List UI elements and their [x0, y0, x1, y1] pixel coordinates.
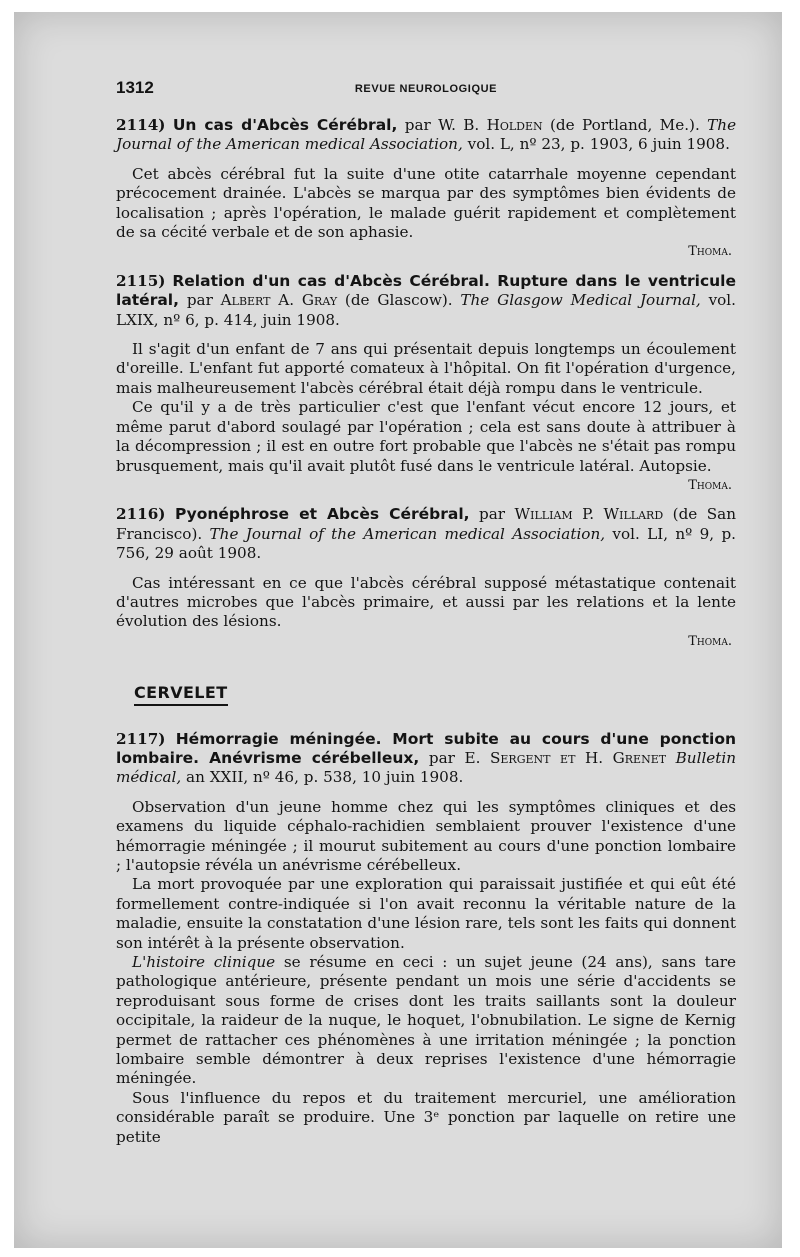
entry-title: Pyonéphrose et Abcès Cérébral,: [174, 505, 470, 524]
entry-number: 2117): [116, 729, 166, 748]
running-head: [116, 78, 736, 106]
entry-authors: W. B. Holden: [438, 116, 543, 134]
entry-heading: [116, 505, 736, 563]
entry-heading: [116, 116, 736, 155]
document-page: [116, 78, 736, 1157]
page-number: 1312: [116, 78, 154, 97]
entry-affiliation: (de Glascow).: [344, 291, 453, 310]
entry-affiliation: (de San Francisco).: [116, 505, 736, 543]
entry-par: par: [404, 116, 431, 134]
journal-title: REVUE NEUROLOGIQUE: [354, 83, 498, 95]
entry-paragraph: Cas intéressant en ce que l'abcès cérébral supposé métastatique contenait d'autres microbes que l'abcès primaire, et aussi par les relations et la lente évolution des lésions.: [116, 573, 736, 631]
clinical-history-lead: L'histoire clinique: [132, 953, 276, 972]
entry-paragraph: Il s'agit d'un enfant de 7 ans qui présentait depuis longtemps un écoulement d'oreille. L'enfant fut apporté comateux à l'hôpital. On fit l'opération d'urgence, mais malheureusement l'abcès cérébral était déjà rompu dans le ventricule.: [116, 340, 736, 397]
entry-citation: an XXII, nº 46, p. 538, 10 juin 1908.: [186, 768, 464, 787]
entry-authors: Albert A. Gray: [220, 291, 338, 310]
entry-title: Un cas d'Abcès Cérébral,: [172, 116, 398, 134]
entry-paragraph: Cet abcès cérébral fut la suite d'une otite catarrhale moyenne cependant précocement drainée. L'abcès se marqua par des symptômes bien évidents de localisation ; après l'opération, le malade guérit rapidement et complètement de sa cécité verbale et de son aphasie.: [116, 164, 736, 242]
abstract-entry: [116, 272, 736, 495]
entry-citation: vol. LXIX, nº 6, p. 414, juin 1908.: [116, 291, 736, 329]
entry-citation: vol. L, nº 23, p. 1903, 6 juin 1908.: [467, 135, 730, 154]
entry-paragraph: La mort provoquée par une exploration qui paraissait justifiée et qui eût été formellement contre-indiquée si l'on avait reconnu la véritable nature de la maladie, ensuite la constatation d'une lésion rare, tels sont les faits qui donnent son intérêt à la présente observation.: [116, 875, 736, 952]
entry-paragraph: Observation d'un jeune homme chez qui les symptômes cliniques et des examens du liquide céphalo-rachidien semblaient prouver l'existence d'une hémorragie méningée ; il mourut subitement au cours d'une ponction lombaire ; l'autopsie révéla un anévrisme cérébelleux.: [116, 797, 736, 874]
abstract-entry: [116, 505, 736, 651]
entry-journal: The Journal of the American medical Association,: [116, 116, 737, 154]
abstract-entry: [116, 730, 736, 1148]
entry-par: par: [479, 505, 506, 524]
entry-title: Relation d'un cas d'Abcès Cérébral. Rupture dans le ventricule latéral,: [116, 271, 737, 310]
entry-journal: The Glasgow Medical Journal,: [460, 291, 701, 310]
entry-journal: The Journal of the American medical Association,: [209, 524, 606, 543]
entry-signature: Thoma.: [688, 477, 732, 493]
entry-authors: William P. Willard: [514, 505, 664, 524]
entry-paragraph: Sous l'influence du repos et du traitement mercuriel, une amélioration considérable paraît se produire. Une 3ᵉ ponction par laquelle on retire une petite: [116, 1088, 736, 1146]
entry-paragraph: [116, 953, 736, 1089]
entry-par: par: [186, 291, 213, 310]
entry-par: par: [428, 748, 455, 767]
entry-number: 2115): [116, 271, 166, 290]
entry-authors: E. Sergent et H. Grenet: [464, 748, 667, 767]
entry-heading: [116, 272, 736, 330]
entry-heading: [116, 730, 736, 788]
entry-journal: Bulletin médical,: [116, 748, 737, 787]
section-heading: CERVELET: [134, 683, 228, 705]
entry-paragraph: Ce qu'il y a de très particulier c'est que l'enfant vécut encore 12 jours, et même parut d'abord soulagé par l'opération ; cela est sans doute à attribuer à la décompression ; il est en outre fort probable que l'abcès ne s'était pas rompu brusquement, mais qu'il avait plutôt fusé dans le ventricule latéral. Autopsie.: [116, 398, 736, 475]
entry-title: Hémorragie méningée. Mort subite au cours d'une ponction lombaire. Anévrisme cérébelleux,: [116, 729, 737, 767]
entry-number: 2116): [116, 505, 166, 524]
entry-signature: Thoma.: [688, 244, 732, 260]
entry-citation: vol. LI, nº 9, p. 756, 29 août 1908.: [116, 524, 737, 563]
entry-signature: Thoma.: [688, 633, 732, 649]
entry-number: 2114): [116, 116, 166, 134]
abstract-entry: [116, 116, 736, 262]
entry-affiliation: (de Portland, Me.).: [550, 116, 700, 134]
clinical-history-text: se résume en ceci : un sujet jeune (24 ans), sans tare pathologique antérieure, présente pendant un mois une série d'accidents se reproduisant sous forme de crises dont les traits saillants sont la douleur occipitale, la raideur de la nuque, le hoquet, l'obnubilation. Le signe de Kernig permet de rattacher ces phénomènes à une irritation méningée ; la ponction lombaire semble démontrer à deux reprises l'existence d'une hémorragie méningée.: [116, 953, 736, 1088]
